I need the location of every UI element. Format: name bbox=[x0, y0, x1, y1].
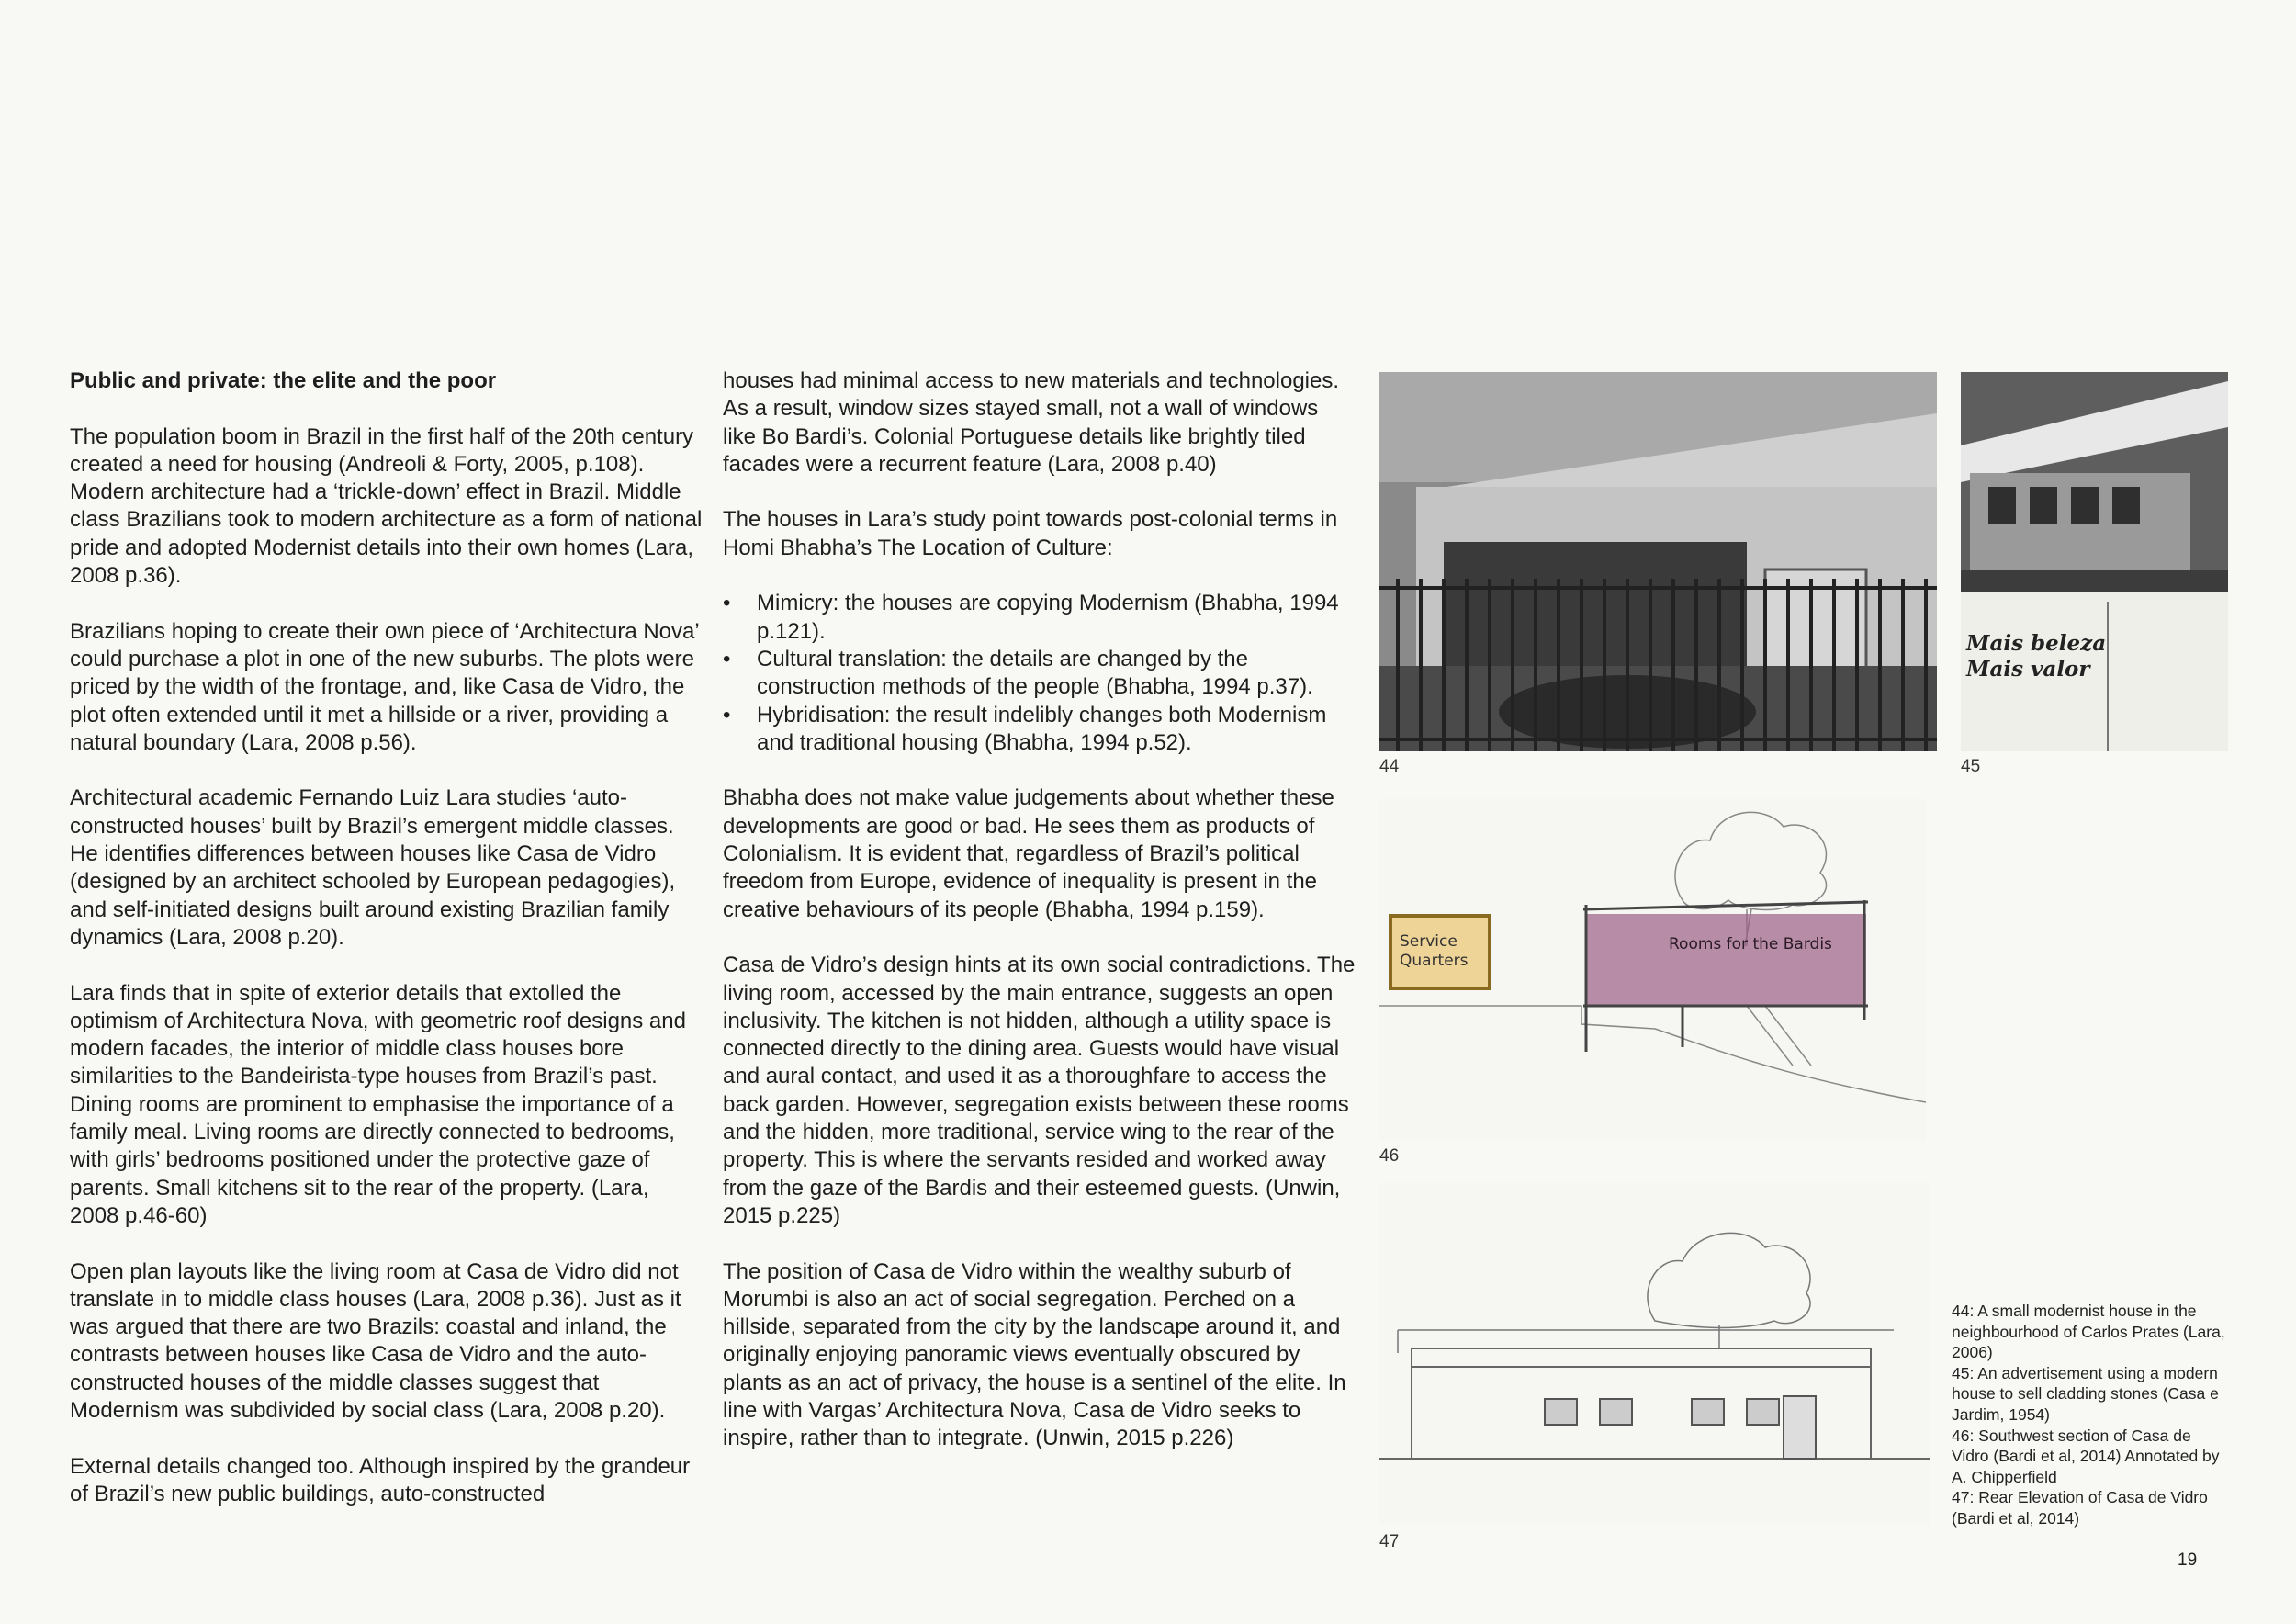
list-item: • Cultural translation: the details are changed by the construction methods of the people (Bhabha, 1994 p.37). bbox=[723, 646, 1356, 702]
paragraph: Bhabha does not make value judgements about whether these developments are good or bad. He sees them as products of Colonialism. It is evident that, regardless of Brazil’s political freedom from Europe, evidence of inequality is present in the creative behaviours of its people (Bhabha, 1994 p.159). bbox=[723, 785, 1334, 922]
caption: 45: An advertisement using a modern house to sell cladding stones (Casa e Jardim, 1954) bbox=[1952, 1363, 2219, 1424]
bullet-list bbox=[723, 590, 1356, 757]
paragraph: Open plan layouts like the living room at Casa de Vidro did not translate in to middle class houses (Lara, 2008 p.36). Just as it was argued that there are two Brazils: coastal and inland, the contrasts between houses like Casa de Vidro and the auto-constructed houses of the middle classes suggest that Modernism was subdivided by social class (Lara, 2008 p.20). bbox=[70, 1258, 681, 1423]
ad-headline-2: Mais valor bbox=[1966, 657, 2090, 682]
elevation-drawing bbox=[1379, 1183, 1930, 1525]
ad-headline-1: Mais beleza bbox=[1966, 631, 2107, 656]
rooms-label: Rooms for the Bardis bbox=[1669, 935, 1832, 953]
caption: 44: A small modernist house in the neighbourhood of Carlos Prates (Lara, 2006) bbox=[1952, 1302, 2225, 1362]
list-item: • Mimicry: the houses are copying Modernism (Bhabha, 1994 p.121). bbox=[723, 590, 1356, 646]
page-number: 19 bbox=[2178, 1551, 2198, 1570]
paragraph: Brazilians hoping to create their own piece of ‘Architectura Nova’ could purchase a plot in one of the new suburbs. The plots were priced by the width of the frontage, and, like Casa de Vidro, the plot often extended until it met a hillside or a river, providing a natural boundary (Lara, 2008 p.56). bbox=[70, 618, 699, 755]
figure-number: 44 bbox=[1379, 757, 1400, 776]
paragraph: The population boom in Brazil in the first half of the 20th century created a need for housing (Andreoli & Forty, 2005, p.108). Modern architecture had a ‘trickle-down’ effect in Brazil. Middle class Brazilians took to modern architecture as a form of national pride and adopted Modernist details into their own homes (Lara, 2008 p.36). bbox=[70, 423, 703, 589]
rooms-highlight bbox=[1586, 914, 1866, 1006]
list-item: • Hybridisation: the result indelibly changes both Modernism and traditional housing (Bhabha, 1994 p.52). bbox=[723, 702, 1356, 758]
service-quarters-label-1: Service bbox=[1400, 932, 1458, 951]
section-heading: Public and private: the elite and the poor bbox=[70, 368, 497, 393]
paragraph: The position of Casa de Vidro within the wealthy suburb of Morumbi is also an act of social segregation. Perched on a hillside, separated from the city by the landscape around it, and originally enjoying panoramic views eventually obscured by plants as an act of privacy, the house is a sentinel of the elite. In line with Vargas’ Architectura Nova, Casa de Vidro seeks to inspire, rather than to integrate. (Unwin, 2015 p.226) bbox=[723, 1258, 1346, 1451]
figure-45-advertisement bbox=[1961, 372, 2228, 751]
advertisement-illustration bbox=[1961, 372, 2228, 751]
figure-number: 46 bbox=[1379, 1146, 1400, 1166]
figure-44-photo bbox=[1379, 372, 1937, 751]
figure-number: 47 bbox=[1379, 1532, 1400, 1551]
caption: 47: Rear Elevation of Casa de Vidro (Bardi et al, 2014) bbox=[1952, 1488, 2208, 1528]
service-quarters-label-2: Quarters bbox=[1400, 952, 1469, 970]
text-column-middle bbox=[723, 367, 1356, 1481]
paragraph: The houses in Lara’s study point towards post-colonial terms in Homi Bhabha’s The Location of Culture: bbox=[723, 507, 1338, 560]
paragraph: External details changed too. Although inspired by the grandeur of Brazil’s new public buildings, auto-constructed bbox=[70, 1453, 691, 1506]
text-column-left bbox=[70, 367, 703, 1536]
paragraph: Casa de Vidro’s design hints at its own social contradictions. The living room, accessed by the main entrance, suggests an open inclusivity. The kitchen is not hidden, although a utility space is connected directly to the dining area. Guests would have visual and aural contact, and used it as a thoroughfare to access the back garden. However, segregation exists between these rooms and the hidden, more traditional, service wing to the rear of the property. This is where the servants resided and worked away from the gaze of the Bardis and their esteemed guests. (Unwin, 2015 p.225) bbox=[723, 953, 1356, 1228]
paragraph: Lara finds that in spite of exterior details that extolled the optimism of Architectura Nova, with geometric roof designs and modern facades, the interior of middle class houses bore similarities to the Bandeirista-type houses from Brazil’s past. Dining rooms are prominent to emphasise the importance of a family meal. Living rooms are directly connected to bedrooms, with girls’ bedrooms positioned under the protective gaze of parents. Small kitchens sit to the rear of the property. (Lara, 2008 p.46-60) bbox=[70, 980, 686, 1228]
figure-number: 45 bbox=[1961, 757, 1981, 776]
figure-captions bbox=[1952, 1301, 2232, 1529]
figure-47-elevation-drawing bbox=[1379, 1183, 1930, 1525]
paragraph: Architectural academic Fernando Luiz Lara studies ‘auto-constructed houses’ built by Brazil’s emergent middle classes. He identifies differences between houses like Casa de Vidro (designed by an architect schooled by European pedagogies), and self-initiated designs built around existing Brazilian family dynamics (Lara, 2008 p.20). bbox=[70, 785, 676, 950]
paragraph: houses had minimal access to new materials and technologies. As a result, window sizes stayed small, not a wall of windows like Bo Bardi’s. Colonial Portuguese details like brightly tiled facades were a recurrent feature (Lara, 2008 p.40) bbox=[723, 368, 1340, 477]
figure-46-section-drawing bbox=[1379, 799, 1926, 1141]
caption: 46: Southwest section of Casa de Vidro (Bardi et al, 2014) Annotated by A. Chipperfield bbox=[1952, 1426, 2220, 1486]
house-photo-illustration bbox=[1379, 372, 1937, 751]
